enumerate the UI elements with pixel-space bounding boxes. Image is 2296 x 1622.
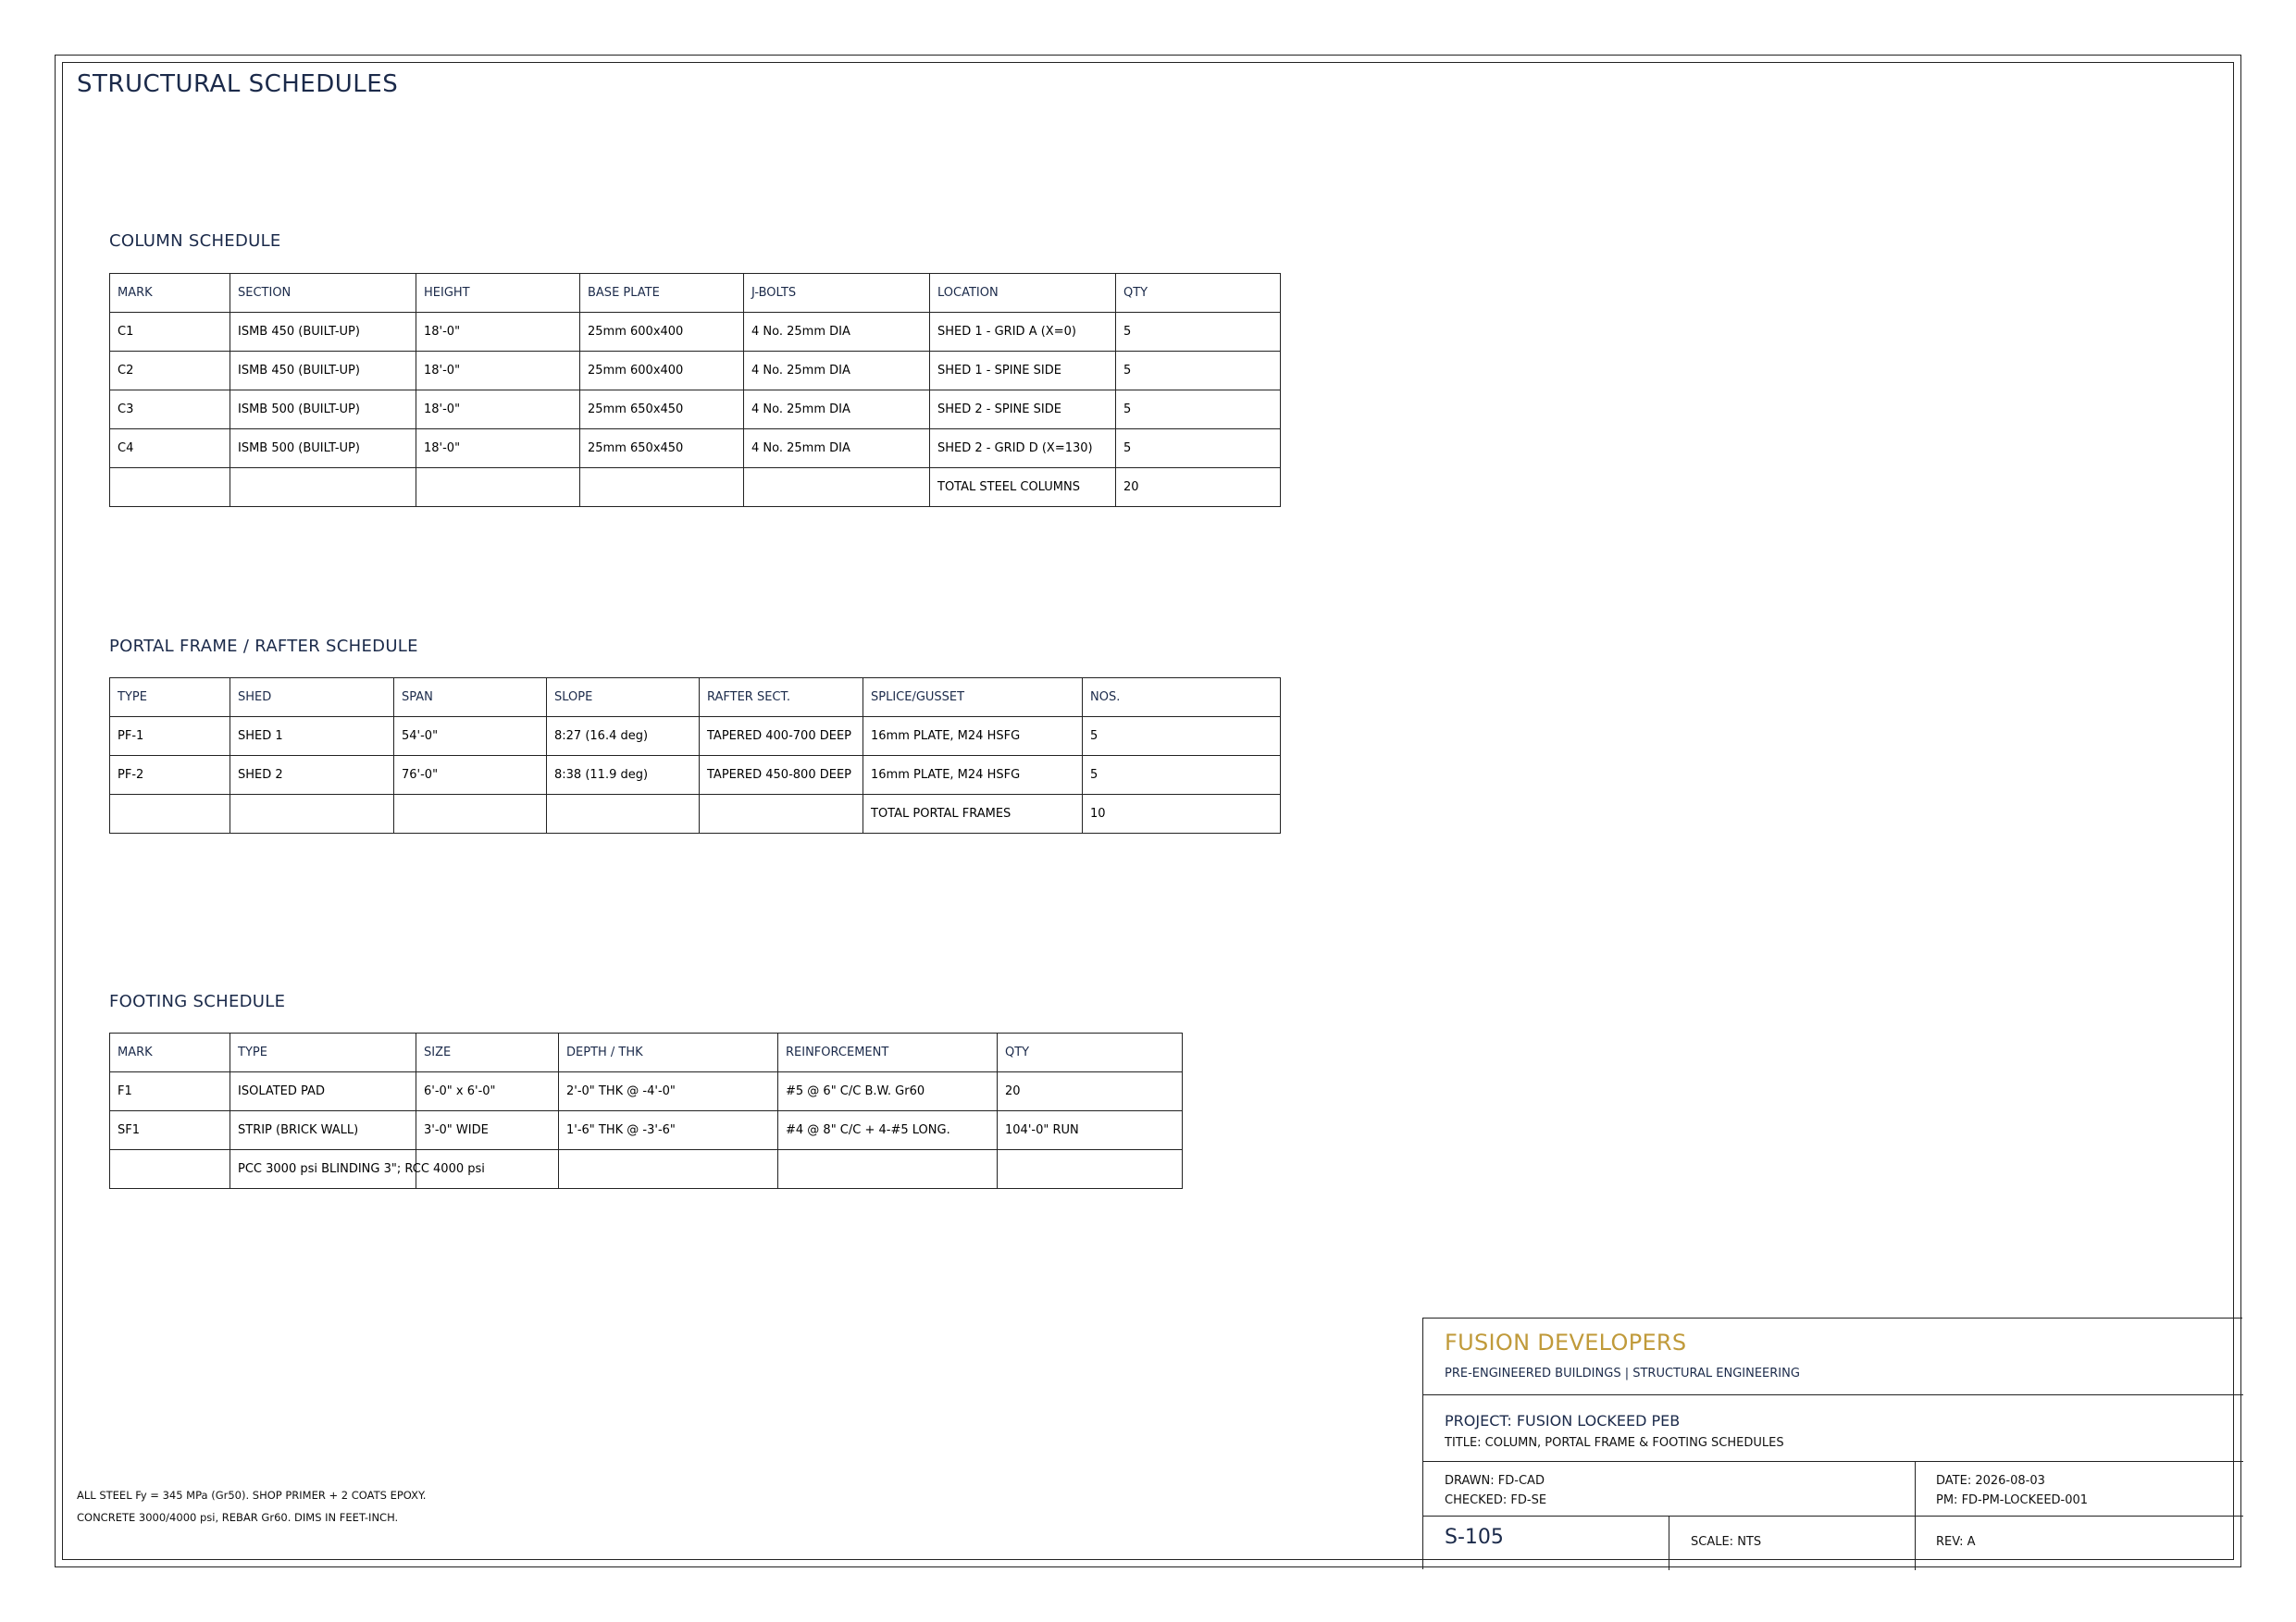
table-cell bbox=[394, 795, 547, 834]
table-row bbox=[110, 1111, 1183, 1150]
table-row bbox=[110, 429, 1281, 468]
table-cell: 4 No. 25mm DIA bbox=[744, 313, 930, 352]
table-cell: 3'-0" WIDE bbox=[416, 1111, 559, 1150]
table-cell: 5 bbox=[1116, 429, 1281, 468]
total-value: 20 bbox=[1116, 468, 1281, 507]
table-cell: C4 bbox=[110, 429, 230, 468]
table-cell: 4 No. 25mm DIA bbox=[744, 390, 930, 429]
table-row bbox=[110, 717, 1281, 756]
table-cell: C3 bbox=[110, 390, 230, 429]
table-header-row bbox=[110, 678, 1281, 717]
table-cell: 1'-6" THK @ -3'-6" bbox=[559, 1111, 778, 1150]
table-cell: 25mm 650x450 bbox=[580, 429, 744, 468]
drawing-date: DATE: 2026-08-03 bbox=[1936, 1474, 2045, 1488]
concrete-note-cell: PCC 3000 psi BLINDING 3"; RCC 4000 psi bbox=[230, 1150, 416, 1189]
table-cell: 18'-0" bbox=[416, 352, 580, 390]
footing-schedule-title: FOOTING SCHEDULE bbox=[109, 992, 286, 1011]
table-cell: SHED 2 - GRID D (X=130) bbox=[930, 429, 1116, 468]
header-cell: QTY bbox=[998, 1034, 1183, 1072]
header-cell: REINFORCEMENT bbox=[778, 1034, 998, 1072]
header-cell: SHED bbox=[230, 678, 394, 717]
table-cell: 5 bbox=[1116, 390, 1281, 429]
header-cell: DEPTH / THK bbox=[559, 1034, 778, 1072]
table-header-row bbox=[110, 1034, 1183, 1072]
table-cell: ISMB 500 (BUILT-UP) bbox=[230, 390, 416, 429]
sheet-number: S-105 bbox=[1445, 1526, 1504, 1549]
title-block bbox=[1422, 1318, 2242, 1569]
header-cell: LOCATION bbox=[930, 274, 1116, 313]
table-cell bbox=[547, 795, 700, 834]
table-cell bbox=[700, 795, 863, 834]
table-cell: 25mm 600x400 bbox=[580, 352, 744, 390]
divider bbox=[1423, 1461, 2243, 1462]
general-notes bbox=[77, 1484, 426, 1529]
total-row bbox=[110, 795, 1281, 834]
table-cell: 4 No. 25mm DIA bbox=[744, 429, 930, 468]
table-cell: 25mm 600x400 bbox=[580, 313, 744, 352]
company-tagline: PRE-ENGINEERED BUILDINGS | STRUCTURAL ENGINEERING bbox=[1445, 1367, 1800, 1381]
header-cell: SIZE bbox=[416, 1034, 559, 1072]
table-cell: 6'-0" x 6'-0" bbox=[416, 1072, 559, 1111]
table-cell: 18'-0" bbox=[416, 313, 580, 352]
table-cell bbox=[230, 795, 394, 834]
table-cell bbox=[110, 795, 230, 834]
table-cell: SHED 1 bbox=[230, 717, 394, 756]
header-cell: SECTION bbox=[230, 274, 416, 313]
project-name: PROJECT: FUSION LOCKEED PEB bbox=[1445, 1412, 1681, 1430]
table-cell bbox=[998, 1150, 1183, 1189]
table-cell: 5 bbox=[1116, 352, 1281, 390]
table-cell: SF1 bbox=[110, 1111, 230, 1150]
total-value: 10 bbox=[1083, 795, 1281, 834]
table-cell: 5 bbox=[1116, 313, 1281, 352]
header-cell: J-BOLTS bbox=[744, 274, 930, 313]
checked-by: CHECKED: FD-SE bbox=[1445, 1493, 1547, 1507]
column-schedule-table bbox=[109, 273, 1281, 507]
table-cell: STRIP (BRICK WALL) bbox=[230, 1111, 416, 1150]
total-label: TOTAL PORTAL FRAMES bbox=[863, 795, 1083, 834]
note-line: CONCRETE 3000/4000 psi, REBAR Gr60. DIMS IN FEET-INCH. bbox=[77, 1511, 399, 1524]
drawn-by: DRAWN: FD-CAD bbox=[1445, 1474, 1545, 1488]
revision: REV: A bbox=[1936, 1535, 1976, 1549]
note-line: ALL STEEL Fy = 345 MPa (Gr50). SHOP PRIMER + 2 COATS EPOXY. bbox=[77, 1489, 427, 1502]
table-cell: ISMB 450 (BUILT-UP) bbox=[230, 352, 416, 390]
table-cell bbox=[559, 1150, 778, 1189]
table-cell: F1 bbox=[110, 1072, 230, 1111]
table-cell: #5 @ 6" C/C B.W. Gr60 bbox=[778, 1072, 998, 1111]
header-cell: TYPE bbox=[110, 678, 230, 717]
table-cell: 2'-0" THK @ -4'-0" bbox=[559, 1072, 778, 1111]
total-row bbox=[110, 468, 1281, 507]
table-cell bbox=[110, 1150, 230, 1189]
header-cell: QTY bbox=[1116, 274, 1281, 313]
portal-schedule-table bbox=[109, 677, 1281, 834]
table-cell bbox=[580, 468, 744, 507]
table-cell: 54'-0" bbox=[394, 717, 547, 756]
header-cell: TYPE bbox=[230, 1034, 416, 1072]
table-cell: 8:27 (16.4 deg) bbox=[547, 717, 700, 756]
header-cell: NOS. bbox=[1083, 678, 1281, 717]
table-cell: 18'-0" bbox=[416, 429, 580, 468]
table-row bbox=[110, 390, 1281, 429]
table-cell: 20 bbox=[998, 1072, 1183, 1111]
header-cell: RAFTER SECT. bbox=[700, 678, 863, 717]
divider bbox=[1423, 1394, 2243, 1395]
drawing-scale: SCALE: NTS bbox=[1691, 1535, 1762, 1549]
table-cell bbox=[778, 1150, 998, 1189]
table-cell: 18'-0" bbox=[416, 390, 580, 429]
table-cell: 76'-0" bbox=[394, 756, 547, 795]
table-cell: #4 @ 8" C/C + 4-#5 LONG. bbox=[778, 1111, 998, 1150]
footing-schedule-table bbox=[109, 1033, 1183, 1189]
divider bbox=[1423, 1516, 2243, 1517]
table-cell: 16mm PLATE, M24 HSFG bbox=[863, 717, 1083, 756]
table-cell: 25mm 650x450 bbox=[580, 390, 744, 429]
header-cell: MARK bbox=[110, 1034, 230, 1072]
table-cell bbox=[230, 468, 416, 507]
header-cell: HEIGHT bbox=[416, 274, 580, 313]
table-cell: 104'-0" RUN bbox=[998, 1111, 1183, 1150]
table-cell: PF-1 bbox=[110, 717, 230, 756]
table-cell: SHED 2 bbox=[230, 756, 394, 795]
table-cell: ISMB 500 (BUILT-UP) bbox=[230, 429, 416, 468]
table-cell: ISMB 450 (BUILT-UP) bbox=[230, 313, 416, 352]
table-cell: C1 bbox=[110, 313, 230, 352]
table-cell: C2 bbox=[110, 352, 230, 390]
table-cell: 8:38 (11.9 deg) bbox=[547, 756, 700, 795]
header-cell: SPAN bbox=[394, 678, 547, 717]
table-header-row bbox=[110, 274, 1281, 313]
table-cell: ISOLATED PAD bbox=[230, 1072, 416, 1111]
table-cell bbox=[110, 468, 230, 507]
portal-schedule-title: PORTAL FRAME / RAFTER SCHEDULE bbox=[109, 637, 418, 656]
table-cell bbox=[416, 468, 580, 507]
table-cell: 5 bbox=[1083, 756, 1281, 795]
table-row bbox=[110, 1072, 1183, 1111]
table-row bbox=[110, 352, 1281, 390]
divider bbox=[1915, 1461, 1916, 1570]
sheet-title: STRUCTURAL SCHEDULES bbox=[77, 70, 399, 98]
table-cell: PF-2 bbox=[110, 756, 230, 795]
project-number: PM: FD-PM-LOCKEED-001 bbox=[1936, 1493, 2089, 1507]
table-row bbox=[110, 313, 1281, 352]
drawing-title: TITLE: COLUMN, PORTAL FRAME & FOOTING SCHEDULES bbox=[1445, 1436, 1784, 1450]
company-name: FUSION DEVELOPERS bbox=[1445, 1330, 1687, 1356]
table-cell: TAPERED 450-800 DEEP bbox=[700, 756, 863, 795]
header-cell: SPLICE/GUSSET bbox=[863, 678, 1083, 717]
table-cell: TAPERED 400-700 DEEP bbox=[700, 717, 863, 756]
header-cell: MARK bbox=[110, 274, 230, 313]
header-cell: BASE PLATE bbox=[580, 274, 744, 313]
table-cell: 16mm PLATE, M24 HSFG bbox=[863, 756, 1083, 795]
table-cell bbox=[744, 468, 930, 507]
table-row bbox=[110, 1150, 1183, 1189]
total-label: TOTAL STEEL COLUMNS bbox=[930, 468, 1116, 507]
table-cell: 5 bbox=[1083, 717, 1281, 756]
table-cell: SHED 1 - GRID A (X=0) bbox=[930, 313, 1116, 352]
header-cell: SLOPE bbox=[547, 678, 700, 717]
table-cell: SHED 2 - SPINE SIDE bbox=[930, 390, 1116, 429]
table-cell: 4 No. 25mm DIA bbox=[744, 352, 930, 390]
table-row bbox=[110, 756, 1281, 795]
table-cell: SHED 1 - SPINE SIDE bbox=[930, 352, 1116, 390]
column-schedule-title: COLUMN SCHEDULE bbox=[109, 231, 281, 251]
